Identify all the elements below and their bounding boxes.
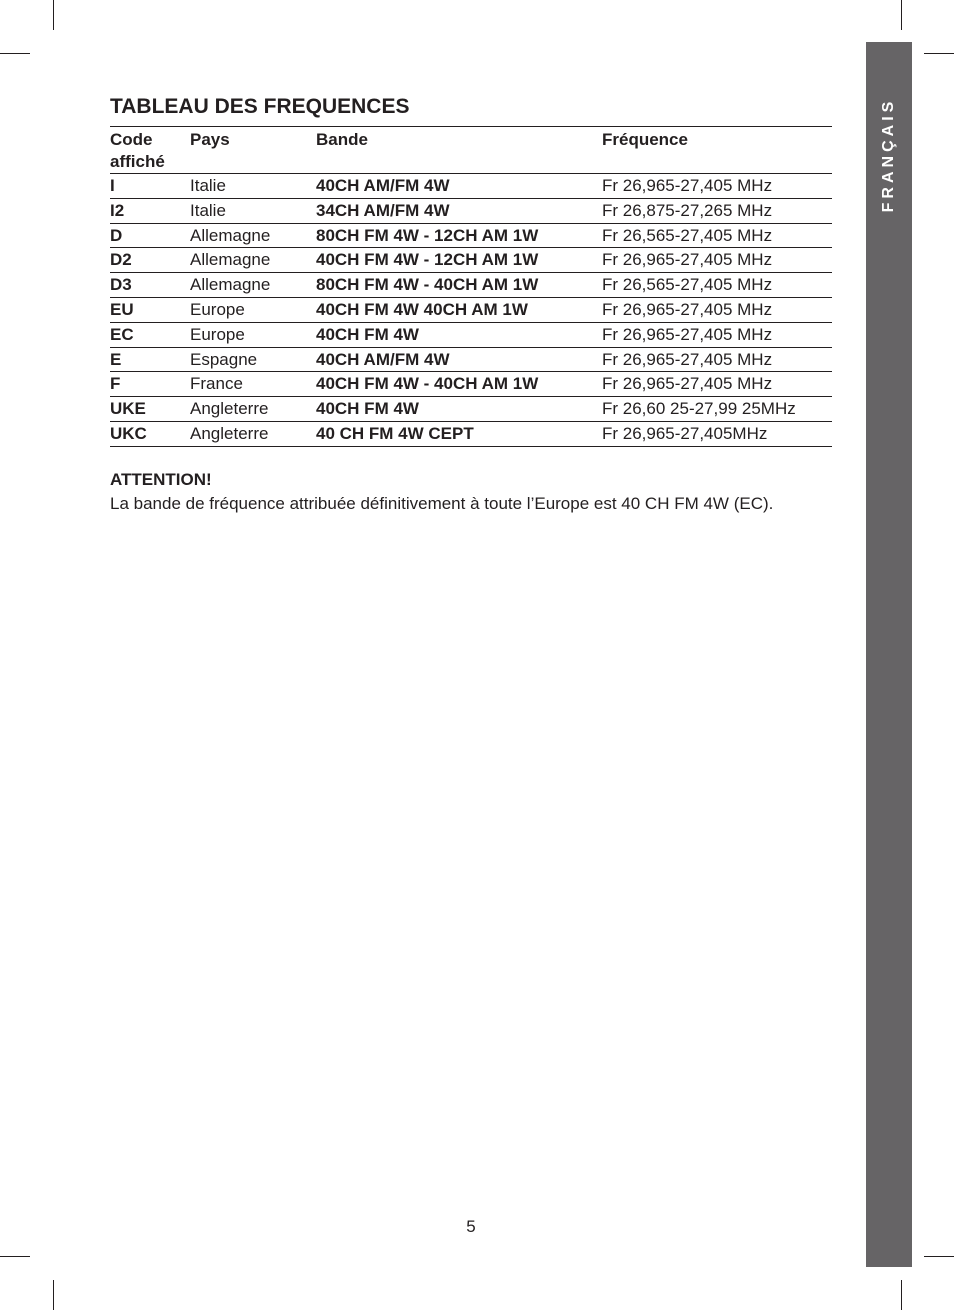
table-row (110, 421, 832, 446)
cell-code: EC (110, 322, 190, 347)
language-label: FRANÇAIS (880, 97, 897, 213)
table-row (110, 223, 832, 248)
page-title: TABLEAU DES FREQUENCES (110, 95, 410, 118)
cell-bande: 40CH FM 4W - 40CH AM 1W (316, 372, 602, 397)
language-side-tab (866, 42, 912, 1267)
cell-pays: Allemagne (190, 248, 316, 273)
cell-pays: Europe (190, 322, 316, 347)
cell-bande: 40CH FM 4W (316, 322, 602, 347)
cell-bande: 40CH FM 4W (316, 397, 602, 422)
header-bande: Bande (316, 127, 602, 174)
cell-code: E (110, 347, 190, 372)
cell-frequence: Fr 26,965-27,405 MHz (602, 297, 832, 322)
crop-mark (53, 1280, 54, 1310)
table-row (110, 198, 832, 223)
crop-mark (0, 1256, 30, 1257)
crop-mark (53, 0, 54, 30)
frequency-table (110, 126, 832, 447)
header-code-line1: Code (110, 130, 153, 149)
header-pays: Pays (190, 127, 316, 174)
cell-pays: Espagne (190, 347, 316, 372)
cell-pays: France (190, 372, 316, 397)
crop-mark (924, 53, 954, 54)
header-code (110, 127, 190, 174)
cell-frequence: Fr 26,965-27,405 MHz (602, 347, 832, 372)
cell-bande: 40CH FM 4W 40CH AM 1W (316, 297, 602, 322)
crop-mark (924, 1256, 954, 1257)
cell-frequence: Fr 26,965-27,405 MHz (602, 322, 832, 347)
header-code-line2: affiché (110, 152, 165, 171)
cell-code: D3 (110, 273, 190, 298)
table-row (110, 372, 832, 397)
cell-bande: 34CH AM/FM 4W (316, 198, 602, 223)
cell-bande: 40CH FM 4W - 12CH AM 1W (316, 248, 602, 273)
header-frequence: Fréquence (602, 127, 832, 174)
cell-code: F (110, 372, 190, 397)
cell-code: D2 (110, 248, 190, 273)
crop-mark (0, 53, 30, 54)
cell-code: I2 (110, 198, 190, 223)
table-header-row (110, 127, 832, 174)
cell-pays: Italie (190, 198, 316, 223)
cell-pays: Italie (190, 174, 316, 199)
cell-code: UKE (110, 397, 190, 422)
page-number: 5 (466, 1217, 476, 1236)
table-row (110, 322, 832, 347)
cell-frequence: Fr 26,965-27,405 MHz (602, 248, 832, 273)
cell-bande: 40CH AM/FM 4W (316, 347, 602, 372)
table-row (110, 273, 832, 298)
cell-frequence: Fr 26,565-27,405 MHz (602, 273, 832, 298)
cell-code: I (110, 174, 190, 199)
table-row (110, 174, 832, 199)
cell-pays: Allemagne (190, 273, 316, 298)
table-row (110, 297, 832, 322)
cell-bande: 40CH AM/FM 4W (316, 174, 602, 199)
cell-code: D (110, 223, 190, 248)
cell-frequence: Fr 26,965-27,405 MHz (602, 372, 832, 397)
cell-frequence: Fr 26,565-27,405 MHz (602, 223, 832, 248)
cell-pays: Allemagne (190, 223, 316, 248)
cell-frequence: Fr 26,965-27,405MHz (602, 421, 832, 446)
table-row (110, 347, 832, 372)
cell-frequence: Fr 26,60 25-27,99 25MHz (602, 397, 832, 422)
attention-text: La bande de fréquence attribuée définitivement à toute l’Europe est 40 CH FM 4W (EC). (110, 494, 774, 513)
cell-pays: Angleterre (190, 421, 316, 446)
cell-frequence: Fr 26,965-27,405 MHz (602, 174, 832, 199)
cell-frequence: Fr 26,875-27,265 MHz (602, 198, 832, 223)
cell-bande: 40 CH FM 4W CEPT (316, 421, 602, 446)
crop-mark (901, 1280, 902, 1310)
crop-mark (901, 0, 902, 30)
cell-code: EU (110, 297, 190, 322)
cell-pays: Europe (190, 297, 316, 322)
table-row (110, 248, 832, 273)
cell-bande: 80CH FM 4W - 12CH AM 1W (316, 223, 602, 248)
cell-pays: Angleterre (190, 397, 316, 422)
cell-bande: 80CH FM 4W - 40CH AM 1W (316, 273, 602, 298)
cell-code: UKC (110, 421, 190, 446)
attention-heading: ATTENTION! (110, 470, 212, 489)
table-row (110, 397, 832, 422)
